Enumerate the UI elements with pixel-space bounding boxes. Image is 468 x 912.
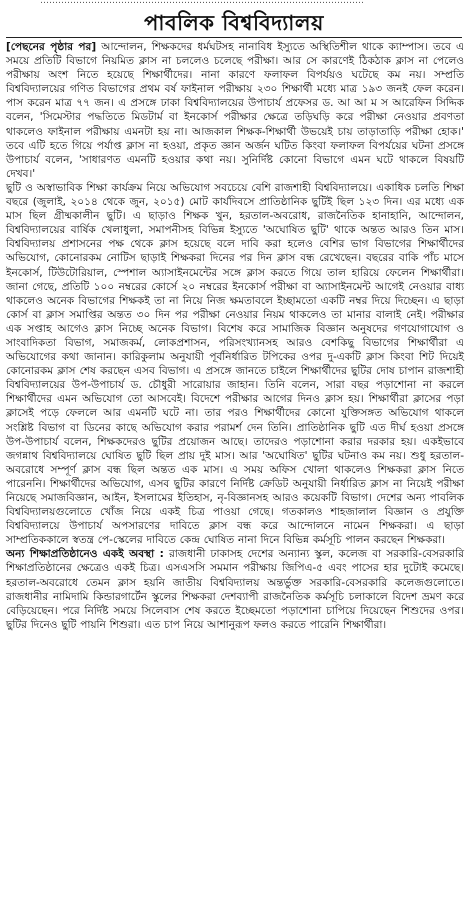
paragraph-2: ছুটি ও অস্বাভাবিক শিক্ষা কার্যক্রম নিয়ে অভিযোগ সবচেয়ে বেশি রাজশাহী বিশ্ববিদ্যালয়ে। একাধিক চলতি শিক্ষা বছরে (জুলাই, ২০১৪ থেকে জুন, ২০১৫) মোট কার্যদিবসে প্রাতিষ্ঠানিক ছুটিই ছিল ১২৩ দিন। এর মধ্যে এক মাস ছিল গ্রীষ্মকালীন ছুটি। এ ছাড়াও শিক্ষক খুন, হরতাল-অবরোধ, রাজনৈতিক হানাহানি, আন্দোলন, বিশ্ববিদ্যালয়ের বার্ষিক খেলাধুলা, সমাপনীসহ বিভিন্ন ইস্যুতে 'অঘোষিত ছুটি' থাকে অন্তত আরও তিন মাস। বিশ্ববিদ্যালয় প্রশাসনের পক্ষ থেকে ক্লাস হয়েছে বলে দাবি করা হলেও বেশির ভাগ বিভাগের শিক্ষার্থীদের অভিযোগ, কোনোরকম নোটিস ছাড়াই শিক্ষকরা দিনের পর দিন ক্লাস বন্ধ রেখেছেন। বছরের বাকি পাঁচ মাসে ইনকোর্স, টিউটোরিয়াল, স্পেশাল অ্যাসাইনমেন্টের সঙ্গে ক্লাস করতে গিয়ে তাল হারিয়ে ফেলেন শিক্ষার্থীরা। জানা গেছে, প্রতিটি ১০০ নম্বরের কোর্সে ২০ নম্বরের ইনকোর্স পরীক্ষা বা অ্যাসাইনমেন্ট আগেই নেওয়ার বাধ্য থাকলেও অনেক বিভাগের শিক্ষকই তা না নিয়ে নিজ ক্ষমতাবলে ইচ্ছামতো একটি নম্বর দিয়ে দিচ্ছেন। এ ছাড়া কোর্স বা ক্লাস সমাপ্তির অন্তত ৩০ দিন পর পরীক্ষা নেওয়ার নিয়ম থাকলেও তা মানার বালাই নেই। পরীক্ষার এক সপ্তাহ আগেও ক্লাস নিচ্ছে অনেক বিভাগ। বিশেষ করে সামাজিক বিজ্ঞান অনুষদের গণযোগাযোগ ও সাংবাদিকতা বিভাগ, সমাজকর্ম, লোকপ্রশাসন, পরিসংখ্যানসহ আরও বেশকিছু বিভাগের শিক্ষার্থীরা এ অভিযোগের কথা জানান। কারিকুলাম অনুযায়ী পূর্বনির্ধারিত টপিকের ওপর দু-একটি ক্লাস কিংবা শিট দিয়েই কোনোরকম ক্লাস শেষ করছেন এসব বিভাগ। এ প্রসঙ্গে জানতে চাইলে শিক্ষার্থীদের ছুটির দোষ চাপান রাজশাহী বিশ্ববিদ্যালয়ের উপ-উপাচার্য ড. চৌধুরী সারোয়ার জাহান। তিনি বলেন, সারা বছর পড়াশোনা না করলে শিক্ষার্থীদের এমন অভিযোগ তো আসবেই। বিদেশে পরীক্ষার আগের দিনও ক্লাস হয়। শিক্ষার্থীরা ক্লাসের পড়া ক্লাসেই পড়ে ফেললে আর এমনটি ঘটে না। তার পরও শিক্ষার্থীদের কোনো যুক্তিসঙ্গত অভিযোগ থাকলে সংশ্লিষ্ট বিভাগ বা ডিনের কাছে অভিযোগ করার পরামর্শ দেন তিনি। প্রাতিষ্ঠানিক ছুটি এত দীর্ঘ হওয়া প্রসঙ্গে উপ-উপাচার্য বলেন, শিক্ষকদেরও ছুটির প্রয়োজন আছে। তাদেরও পড়াশোনা করার দরকার হয়। একইভাবে জগন্নাথ বিশ্ববিদ্যালয়ে ঘোষিত ছুটি ছিল প্রায় দুই মাস। আর 'অঘোষিত' ছুটির ঘটনাও কম নয়। শুধু হরতাল-অবরোধে সম্পূর্ণ ক্লাস বন্ধ ছিল অন্তত এক মাস। এ সময় অফিস খোলা থাকলেও শিক্ষকরা ক্লাস নিতে পারেননি। শিক্ষার্থীদের অভিযোগ, এসব ছুটির কারণে নির্দিষ্ট ক্রেডিট অনুযায়ী নির্ধারিত ক্লাস না নিয়েই পরীক্ষা নিয়েছে সমাজবিজ্ঞান, আইন, ইসলামের ইতিহাস, নৃ-বিজ্ঞানসহ আরও কয়েকটি বিভাগ। দেশের অন্য পাবলিক বিশ্ববিদ্যালয়গুলোতে খোঁজ নিয়ে একই চিত্র পাওয়া গেছে। গতকালও শাহজালাল বিজ্ঞান ও প্রযুক্তি বিশ্ববিদ্যালয়ে উপাচার্য অপসারণের দাবিতে ক্লাস বন্ধ করে আন্দোলনে নামেন শিক্ষকরা। এ ছাড়া সাম্প্রতিককালে স্বতন্ত্র পে-স্কেলের দাবিতে কেন্দ্র ঘোষিত নানা দিনে বিভিন্ন কর্মসূচি পালন করছেন শিক্ষকরা। [6,181,464,547]
previous-article-strip [0,0,468,7]
paragraph-3 [6,547,464,632]
article-body [6,40,464,632]
subheading-other-institutions: অন্য শিক্ষাপ্রতিষ্ঠানেও একই অবস্থা : [6,548,164,561]
continuation-label: [পেছনের পৃষ্ঠার পর] [6,41,97,53]
paragraph-3-text: রাজধানী ঢাকাসহ দেশের অন্যান্য স্কুল, কলেজ বা সরকারি-বেসরকারি শিক্ষাপ্রতিষ্ঠানের ক্ষেত্রেও একই চিত্র। এসএসসি সমমান পরীক্ষায় জিপিএ-৫ এবং পাসের হার দুটোই কমেছে। হরতাল-অবরোধে তেমন ক্লাস হয়নি জাতীয় বিশ্ববিদ্যালয় অন্তর্ভুক্ত সরকারি-বেসরকারি কলেজগুলোতে। রাজধানীর নামিদামি কিন্ডারগার্টেন স্কুলের শিক্ষকরা দেশব্যাপী রাজনৈতিক কর্মসূচি চলাকালে বিদেশ ভ্রমণ করে বেড়িয়েছেন। পরে নির্দিষ্ট সময়ে সিলেবাস শেষ করতে ইচ্ছেমতো পড়াশোনা চাপিয়ে দিয়েছেন শিশুদের ওপর। ছুটির দিনেও ছুটি পায়নি শিশুরা। এত চাপ নিয়ে আশানুরূপ ফলও করতে পারেনি শিক্ষার্থীরা। [6,548,465,631]
article-headline: পাবলিক বিশ্ববিদ্যালয় [6,9,462,38]
paragraph-1 [6,40,464,181]
paragraph-1-text: আন্দোলন, শিক্ষকদের ধর্মঘটসহ নানাবিধ ইস্যুতে অস্থিতিশীল থাকে ক্যাম্পাস। তবে এ সময়ে প্রতিটি বিভাগে নিয়মিত ক্লাস না চললেও চলেছে পরীক্ষা। আর সে কারণেই ঠিকঠাক ক্লাস না পেলেও পরীক্ষায় অংশ নিতে হয়েছে শিক্ষার্থীদের। নানা কারণে ফলাফল বিপর্যয়ও ঘটেছে কম নয়। সম্প্রতি বিশ্ববিদ্যালয়ের গণিত বিভাগের প্রথম বর্ষ ফাইনাল পরীক্ষায় ২৩০ শিক্ষার্থী মধ্যে মাত্র ১৯৩ জনই ফেল করেন। পাস করেন মাত্র ৭৭ জন। এ প্রসঙ্গে ঢাকা বিশ্ববিদ্যালয়ের উপাচার্য প্রফেসর ড. আ আ ম স আরেফিন সিদ্দিক বলেন, 'সিমেস্টার পদ্ধতিতে মিডটার্ম বা ইনকোর্স পরীক্ষার ক্ষেত্রে তড়িঘড়ি করে পরীক্ষা নেওয়ার প্রবণতা থাকলেও ফাইনাল পরীক্ষায় এমনটা হয় না। আজকাল শিক্ষক-শিক্ষার্থী উভয়েই চায় তাড়াতাড়ি পরীক্ষা হোক।' তবে এটি হতে গিয়ে পর্যাপ্ত ক্লাস না হওয়া, প্রকৃত জ্ঞান অর্জন ঘটিত কিংবা ফলাফল বিপর্যয়ের ঘটনা প্রসঙ্গে উপাচার্য বলেন, 'সাধারণত এমনটি হওয়ার কথা নয়। সুনির্দিষ্ট কোনো বিভাগে এমন ঘটে থাকলে বিষয়টি দেখব।' [6,41,464,180]
previous-article-text: ……………………………………………………………………………………………… [40,0,364,6]
